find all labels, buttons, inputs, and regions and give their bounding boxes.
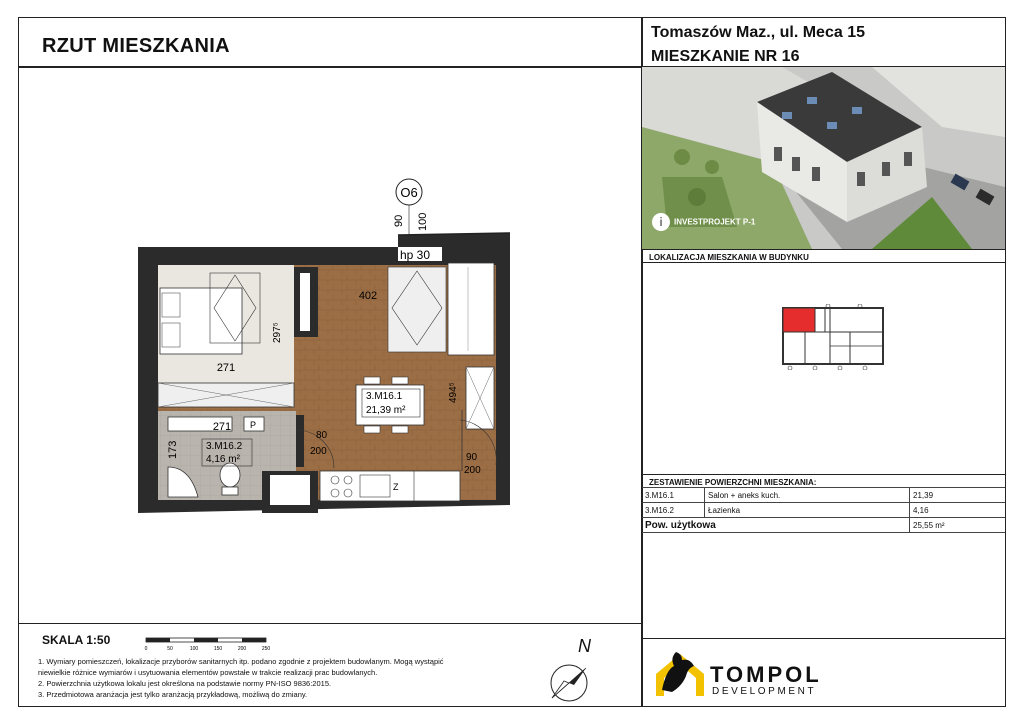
- hp-label: hp 30: [400, 248, 431, 262]
- dimension-label: 90: [393, 214, 405, 227]
- address: Tomaszów Maz., ul. Meca 15: [651, 24, 865, 41]
- note-line: 1. Wymiary pomieszczeń, lokalizacje przyborów sanitarnych itp. podano zgodnie z projektem budowlanym. Mogą wystąpić: [38, 657, 444, 666]
- axis-marker-label: O6: [400, 185, 418, 200]
- building-render: [642, 67, 1005, 249]
- floor-plan: [130, 175, 520, 520]
- room-name: Łazienka: [705, 503, 910, 518]
- fixture-label: Z: [393, 482, 399, 492]
- room-name: Salon + aneks kuch.: [705, 488, 910, 503]
- north-arrow-icon: [546, 660, 592, 706]
- dimension-label: 271: [216, 362, 236, 374]
- dimension-label: 297⁵: [272, 322, 283, 343]
- room-code: 3.M16.2: [642, 503, 705, 518]
- door-width: 80: [316, 430, 328, 441]
- room-area: 4,16: [910, 503, 1006, 518]
- apartment-number: MIESZKANIE NR 16: [651, 48, 800, 65]
- table-row: [642, 503, 1005, 518]
- note-line: niewielkie różnice wymiarów i usytuowania elementów powstałe w trakcie realizacji prac budowlanych.: [38, 668, 378, 677]
- watermark-text: INVESTPROJEKT P-1: [674, 217, 756, 227]
- door-height: 200: [464, 465, 481, 476]
- area-summary-table: [642, 487, 1005, 533]
- room-area: 4,16 m²: [206, 454, 240, 465]
- render-watermark: [652, 213, 755, 231]
- scale-bar: [144, 636, 274, 654]
- note-line: 3. Przedmiotowa aranżacja jest tylko aranżacją przykładową, możliwą do zmiany.: [38, 690, 308, 699]
- fixture-label: P: [250, 420, 257, 430]
- north-label: N: [578, 636, 591, 656]
- note-line: 2. Powierzchnia użytkowa lokalu jest określona na podstawie normy PN-ISO 9836:2015.: [38, 679, 332, 688]
- scale-tick: 0: [144, 646, 148, 652]
- dimension-label: 402: [358, 290, 378, 302]
- dimension-label: 271: [212, 421, 232, 433]
- watermark-logo-icon: i: [652, 213, 670, 231]
- total-label: Pow. użytkowa: [642, 518, 910, 533]
- scale-tick: 50: [167, 646, 173, 652]
- scale-label: SKALA 1:50: [42, 633, 111, 647]
- divider-location: [641, 262, 1006, 263]
- divider-footer-left: [18, 623, 641, 624]
- room-code: 3.M16.1: [366, 391, 403, 402]
- brand-name: TOMPOL: [710, 662, 822, 687]
- scale-tick: 100: [189, 646, 199, 652]
- brand-logo-icon: [652, 646, 708, 700]
- dimension-label: 494⁵: [448, 382, 459, 403]
- page-title: RZUT MIESZKANIA: [42, 35, 230, 57]
- door-width: 90: [466, 452, 478, 463]
- total-value: 25,55 m²: [910, 518, 1006, 533]
- room-area: 21,39: [910, 488, 1006, 503]
- scale-tick: 150: [213, 646, 223, 652]
- divider-render: [641, 249, 1006, 250]
- divider-footer-right: [641, 638, 1006, 639]
- notes: [38, 656, 598, 700]
- room-code: 3.M16.1: [642, 488, 705, 503]
- divider-summary: [641, 474, 1006, 475]
- location-key-plan: [780, 304, 886, 370]
- dimension-label: 173: [167, 440, 179, 459]
- table-row: [642, 488, 1005, 503]
- door-height: 200: [310, 446, 327, 457]
- scale-tick: 250: [261, 646, 271, 652]
- scale-tick: 200: [237, 646, 247, 652]
- room-code: 3.M16.2: [206, 441, 243, 452]
- address-block: [651, 21, 865, 69]
- location-title: LOKALIZACJA MIESZKANIA W BUDYNKU: [649, 253, 809, 262]
- dimension-label: 100: [417, 212, 429, 231]
- brand-subtitle: DEVELOPMENT: [712, 686, 817, 697]
- room-area: 21,39 m²: [366, 405, 406, 416]
- summary-title: ZESTAWIENIE POWIERZCHNI MIESZKANIA:: [649, 478, 817, 487]
- table-row-total: [642, 518, 1005, 533]
